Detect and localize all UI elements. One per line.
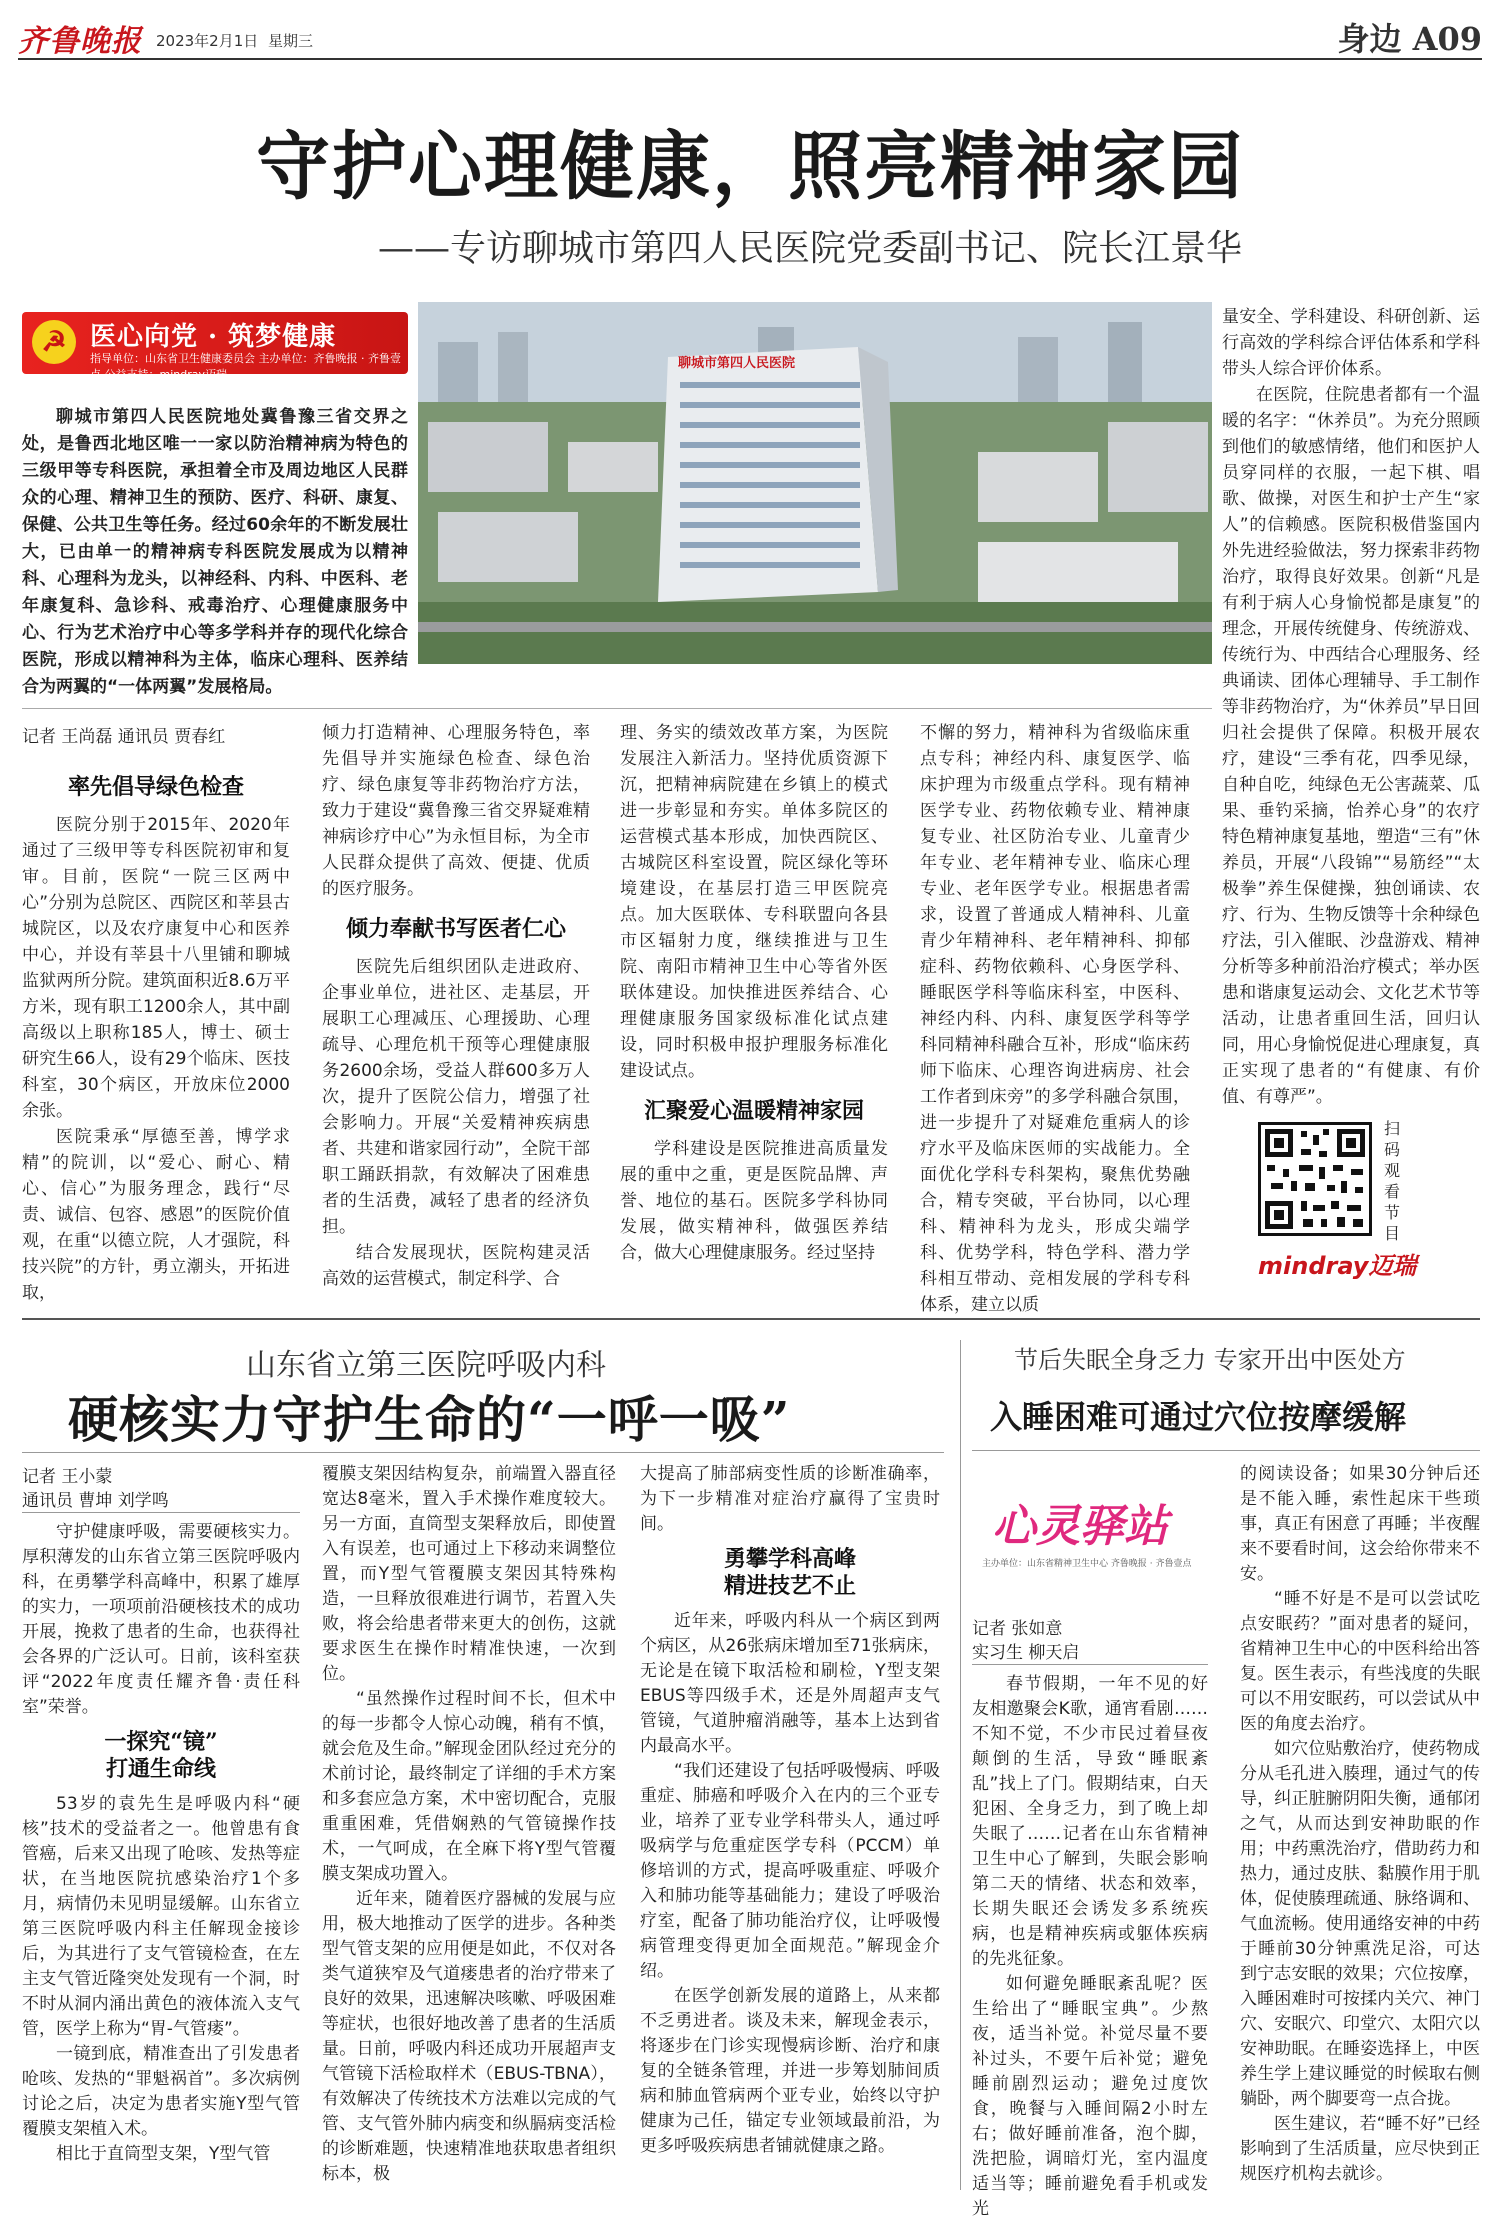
paragraph: 不懈的努力，精神科为省级临床重点专科；神经内科、康复医学、临床护理为市级重点学科。现有精神医学专业、药物依赖专业、精神康复专业、社区防治专业、儿童青少年专业、老年精神专业、临床心理专业、老年医学专业。根据患者需求，设置了普通成人精神科、儿童青少年精神科、老年精神科、抑郁症科、药物依赖科、心身医学科、睡眠医学科等临床科室，中医科、神经内科、内科、康复医学科等学科同精神科融合互补，形成“临床药师下临床、心理咨询进病房、社会工作者到床旁”的多学科融合氛围，进一步提升了对疑难危重病人的诊疗水平及临床医师的实战能力。全面优化学科专科架构，聚焦优势融合，精专突破，平台协同，以心理科、精神科为龙头，形成尖端学科、优势学科，特色学科、潜力学科相互带动、竞相发展的学科专科体系，建立以质 <box>920 723 1190 1315</box>
article1-byline: 记者 王尚磊 通讯员 贾春红 <box>22 727 226 747</box>
qr-code-icon[interactable] <box>1258 1122 1372 1236</box>
article3-headline: 入睡困难可通过穴位按摩缓解 <box>990 1398 1407 1436</box>
photo-building-sign: 聊城市第四人民医院 <box>678 356 796 371</box>
paragraph: 医院秉承“厚德至善，博学求精”的院训，以“爱心、耐心、精心、信心”为服务理念，践行“尽责、诚信、包容、感恩”的医院价值观，在重“以德立院，人才强院，科技兴院”的方针，勇立潮头，开拓进取， <box>22 1127 290 1303</box>
banner-sponsors: 指导单位：山东省卫生健康委员会 主办单位：齐鲁晚报 · 齐鲁壹点 公益支持：mindray迈瑞 <box>90 352 401 381</box>
column-rule <box>960 1340 961 2190</box>
article2-byline2: 通讯员 曹坤 刘学鸣 <box>22 1491 169 1511</box>
article3-byline1: 记者 张如意 <box>972 1619 1063 1639</box>
paragraph: 医院分别于2015年、2020年通过了三级甲等专科医院初审和复审。目前，医院“一院三区两中心”分别为总院区、西院区和莘县古城院区，以及农疗康复中心和医养中心，并设有莘县十八里铺和聊城监狱两所分院。建筑面积近8.6万平方米，现有职工1200余人，其中副高级以上职称185人，博士、硕士研究生66人，设有29个临床、医技科室，30个病区，开放床位2000余张。 <box>22 815 290 1121</box>
column-logo-sponsors: 主办单位：山东省精神卫生中心 齐鲁晚报 · 齐鲁壹点 <box>982 1559 1192 1569</box>
divider <box>972 1664 1208 1665</box>
article2-col1 <box>22 1520 300 2167</box>
subheading: 率先倡导绿色检查 <box>67 774 244 800</box>
paragraph: 覆膜支架因结构复杂，前端置入器直径宽达8毫米，置入手术操作难度较大。另一方面，直筒型支架释放后，即使置入有误差，也可通过上下移动来调整位置，而Y型气管覆膜支架因其特殊构造，一旦释放很难进行调节，若置入失败，将会给患者带来更大的创伤，这就要求医生在操作时精准快速，一次到位。 <box>322 1464 616 1684</box>
paragraph: 的阅读设备；如果30分钟后还是不能入睡，索性起床干些琐事，真正有困意了再睡；半夜醒来不要看时间，这会给你带来不安。 <box>1240 1464 1480 1584</box>
article2-byline1: 记者 王小蒙 <box>22 1467 113 1487</box>
subheading: 倾力奉献书写医者仁心 <box>345 916 566 942</box>
paragraph: 在医学创新发展的道路上，从来都不乏勇进者。谈及未来，解现金表示，将逐步在门诊实现慢病诊断、治疗和康复的全链条管理，并进一步筹划肺间质病和肺血管病两个亚专业，始终以守护健康为己任，锚定专业领域最前沿，为更多呼吸疾病患者铺就健康之路。 <box>640 1986 940 2156</box>
paragraph: 守护健康呼吸，需要硬核实力。厚积薄发的山东省立第三医院呼吸内科，在勇攀学科高峰中，积累了雄厚的实力，一项项前沿硬核技术的成功开展，挽救了患者的生命，也获得社会各界的广泛认可。日前，该科室获评“2022年度责任耀齐鲁·责任科室”荣誉。 <box>22 1522 300 1717</box>
article2-col3 <box>640 1462 940 2159</box>
paragraph: “我们还建设了包括呼吸慢病、呼吸重症、肺癌和呼吸介入在内的三个亚专业，培养了亚专业学科带头人，通过呼吸病学与危重症医学专科（PCCM）单修培训的方式，提高呼吸重症、呼吸介入和肺功能等基础能力；建设了呼吸治疗室，配备了肺功能治疗仪，让呼吸慢病管理变得更加全面规范。”解现金介绍。 <box>640 1761 940 1981</box>
banner-title: 医心向党 · 筑梦健康 <box>90 322 337 352</box>
issue-date: 2023年2月1日 <box>156 32 259 50</box>
article1-col1 <box>22 770 290 1306</box>
divider <box>22 1512 300 1513</box>
section-page: 身边 A09 <box>1337 20 1482 58</box>
paragraph: 量安全、学科建设、科研创新、运行高效的学科综合评估体系和学科带头人综合评价体系。 <box>1222 307 1480 379</box>
issue-weekday: 星期三 <box>268 32 314 50</box>
divider <box>22 1452 944 1453</box>
subheading: 勇攀学科高峰 <box>723 1546 856 1572</box>
hospital-buildings-illustration <box>418 302 1212 664</box>
divider <box>22 708 1212 709</box>
subheading: 汇聚爱心温暖精神家园 <box>643 1098 864 1124</box>
article3-byline2: 实习生 柳天启 <box>972 1643 1080 1663</box>
article2-kicker: 山东省立第三医院呼吸内科 <box>246 1348 606 1383</box>
masthead <box>18 14 1482 60</box>
article3-col1 <box>972 1672 1208 2222</box>
section-separator <box>22 1318 1480 1320</box>
paragraph: 结合发展现状，医院构建灵活高效的运营模式，制定科学、合 <box>322 1243 590 1289</box>
paragraph: 在医院，住院患者都有一个温暖的名字：“休养员”。为充分照顾到他们的敏感情绪，他们和医护人员穿同样的衣服，一起下棋、唱歌、做操，对医生和护士产生“家人”的信赖感。医院积极借鉴国内外先进经验做法，努力探索非药物治疗，取得良好效果。创新“凡是有利于病人心身愉悦都是康复”的理念，开展传统健身、传统游戏、传统行为、中西结合心理服务、经典诵读、团体心理辅导、手工制作等非药物治疗，为“休养员”早日回归社会提供了保障。积极开展农疗，建设“三季有花，四季见绿，自种自吃，纯绿色无公害蔬菜、瓜果、垂钓采摘，怡养心身”的农疗特色精神康复基地，塑造“三有”休养员，开展“八段锦”“易筋经”“太极拳”养生保健操，独创诵读、农疗、行为、生物反馈等十余种绿色疗法，引入催眠、沙盘游戏、精神分析等多种前沿治疗模式；举办医患和谐康复运动会、文化艺术节等活动，让患者重回生活，回归认同，用心身愉悦促进心理康复，真正实现了患者的“有健康、有价值、有尊严”。 <box>1222 385 1480 1107</box>
hospital-aerial-photo <box>418 302 1212 664</box>
paragraph: 近年来，呼吸内科从一个病区到两个病区，从26张病床增加至71张病床，无论是在镜下取活检和刷检，Y型支架EBUS等四级手术，还是外周超声支气管镜，气道肿瘤消融等，基本上达到省内最高水平。 <box>640 1611 940 1756</box>
subheading: 一探究“镜” <box>104 1729 218 1755</box>
paragraph: 理、务实的绩效改革方案，为医院发展注入新活力。坚持优质资源下沉，把精神病院建在乡镇上的模式进一步彰显和夯实。单体多院区的运营模式基本形成，加快西院区、古城院区科室设置，院区绿化等环境建设，在基层打造三甲医院亮点。加大医联体、专科联盟向各县市区辐射力度，继续推进与卫生院、南阳市精神卫生中心等省外医联体建设。加快推进医养结合、心理健康服务国家级标准化试点建设，同时积极申报护理服务标准化建设试点。 <box>620 723 888 1081</box>
lead-paragraph: 聊城市第四人民医院地处冀鲁豫三省交界之处，是鲁西北地区唯一一家以防治精神病为特色的三级甲等专科医院，承担着全市及周边地区人民群众的心理、精神卫生的预防、医疗、科研、康复、保健、公共卫生等任务。经过60余年的不断发展壮大，已由单一的精神病专科医院发展成为以精神科、心理科为龙头，以神经科、内科、中医科、老年康复科、急诊科、戒毒治疗、心理健康服务中心、行为艺术治疗中心等多学科并存的现代化综合医院，形成以精神科为主体，临床心理科、医养结合为两翼的“一体两翼”发展格局。 <box>22 407 408 697</box>
paragraph: 53岁的袁先生是呼吸内科“硬核”技术的受益者之一。他曾患有食管癌，后来又出现了呛咳、发热等症状，在当地医院抗感染治疗1个多月，病情仍未见明显缓解。山东省立第三医院呼吸内科主任解现金接诊后，为其进行了支气管镜检查，在左主支气管近隆突处发现有一个洞，时不时从洞内涌出黄色的液体流入支气管，医学上称为“胃-气管瘘”。 <box>22 1794 300 2039</box>
paragraph: 近年来，随着医疗器械的发展与应用，极大地推动了医学的进步。各种类型气管支架的应用便是如此，不仅对各类气道狭窄及气道瘘患者的治疗带来了良好的效果，迅速解决咳嗽、呼吸困难等症状，也很好地改善了患者的生活质量。日前，呼吸内科还成功开展超声支气管镜下活检取样术（EBUS-TBNA），有效解决了传统技术方法难以完成的气管、支气管外肺内病变和纵膈病变活检的诊断难题，快速精准地获取患者组织标本，极 <box>322 1889 616 2184</box>
article1-lead <box>22 404 408 701</box>
paragraph: 倾力打造精神、心理服务特色，率先倡导并实施绿色检查、绿色治疗、绿色康复等非药物治疗方法，致力于建设“冀鲁豫三省交界疑难精神病诊疗中心”为永恒目标，为全市人民群众提供了高效、便捷、优质的医疗服务。 <box>322 723 590 899</box>
paragraph: 一镜到底，精准查出了引发患者呛咳、发热的“罪魁祸首”。多次病例讨论之后，决定为患者实施Y型气管覆膜支架植入术。 <box>22 2044 300 2139</box>
subheading: 精进技艺不止 <box>723 1573 856 1599</box>
paragraph: 学科建设是医院推进高质量发展的重中之重，更是医院品牌、声誉、地位的基石。医院多学科协同发展，做实精神科，做强医养结合，做大心理健康服务。经过坚持 <box>620 1139 888 1263</box>
article3-col2 <box>1240 1462 1480 2187</box>
paragraph: 医院先后组织团队走进政府、企事业单位，进社区、走基层，开展职工心理减压、心理援助、心理疏导、心理危机干预等心理健康服务2600余场，受益人群600多万人次，提升了医院公信力，增强了社会影响力。开展“关爱精神疾病患者、共建和谐家园行动”，全院干部职工踊跃捐款，有效解决了困难患者的生活费，减轻了患者的经济负担。 <box>322 957 590 1237</box>
paragraph: “虽然操作过程时间不长，但术中的每一步都令人惊心动魄，稍有不慎，就会危及生命。”解现金团队经过充分的术前讨论，最终制定了详细的手术方案和多套应急方案，术中密切配合，克服重重困难，凭借娴熟的气管镜操作技术，一气呵成，在全麻下将Y型气管覆膜支架成功置入。 <box>322 1689 616 1884</box>
article1-subhead: ——专访聊城市第四人民医院党委副书记、院长江景华 <box>377 228 1242 269</box>
paragraph: 春节假期，一年不见的好友相邀聚会K歌，通宵看剧……不知不觉，不少市民过着昼夜颠倒的生活，导致“睡眠紊乱”找上了门。假期结束，白天犯困、全身乏力，到了晚上却失眠了……记者在山东省精神卫生中心了解到，失眠会影响第二天的情绪、状态和效率，长期失眠还会诱发多系统疾病，也是精神疾病或躯体疾病的先兆征象。 <box>972 1674 1208 1969</box>
article1-col3 <box>620 720 888 1266</box>
paragraph: 医生建议，若“睡不好”已经影响到了生活质量，应尽快到正规医疗机构去就诊。 <box>1240 2114 1480 2184</box>
paragraph: “睡不好是不是可以尝试吃点安眠药？”面对患者的疑问，省精神卫生中心的中医科给出答复。医生表示，有些浅度的失眠可以不用安眠药，可以尝试从中医的角度去治疗。 <box>1240 1589 1480 1734</box>
paragraph: 大提高了肺部病变性质的诊断准确率，为下一步精准对症治疗赢得了宝贵时间。 <box>640 1464 940 1534</box>
column-banner <box>22 312 408 381</box>
paragraph: 如何避免睡眠紊乱呢？医生给出了“睡眠宝典”。少熬夜，适当补觉。补觉尽量不要补过头，不要午后补觉；避免睡前剧烈运动；避免过度饮食，晚餐与入睡间隔2小时左右；做好睡前准备，泡个脚，洗把脸，调暗灯光，室内温度适当等；睡前避免看手机或发光 <box>972 1974 1208 2219</box>
article2-headline: 硬核实力守护生命的“一呼一吸” <box>68 1390 791 1449</box>
paragraph: 如穴位贴敷治疗，使药物成分从毛孔进入腠理，通过气的传导，纠正脏腑阴阳失衡，通郁闭之气，从而达到安神助眠的作用；中药熏洗治疗，借助药力和热力，通过皮肤、黏膜作用于肌体，促使腠理疏通、脉络调和、气血流畅。使用通络安神的中药于睡前30分钟熏洗足浴，可达到宁志安眠的效果；穴位按摩，入睡困难时可按揉内关穴、神门穴、安眠穴、印堂穴、太阳穴以安神助眠。在睡姿选择上，中医养生学上建议睡觉的时候取右侧躺卧，两个脚要弯一点合拢。 <box>1240 1739 1480 2109</box>
qr-caption: 扫码观看节目 <box>1384 1119 1401 1243</box>
article1-col4 <box>920 720 1190 1318</box>
article1-headline: 守护心理健康，照亮精神家园 <box>256 124 1244 210</box>
newspaper-logo: 齐鲁晚报 <box>18 24 142 59</box>
column-logo <box>972 1480 1234 1570</box>
subheading: 打通生命线 <box>105 1756 216 1782</box>
article1-col5 <box>1222 304 1480 1110</box>
divider <box>972 1450 1480 1451</box>
party-emblem-icon: ☭ <box>32 320 76 364</box>
article1-col2 <box>322 720 590 1292</box>
article2-col2 <box>322 1462 616 2187</box>
column-logo-title: 心灵驿站 <box>992 1501 1168 1552</box>
paragraph: 相比于直筒型支架，Y型气管 <box>56 2144 271 2164</box>
sponsor-logo: mindray迈瑞 <box>1258 1252 1417 1280</box>
article3-kicker: 节后失眠全身乏力 专家开出中医处方 <box>1014 1346 1406 1374</box>
